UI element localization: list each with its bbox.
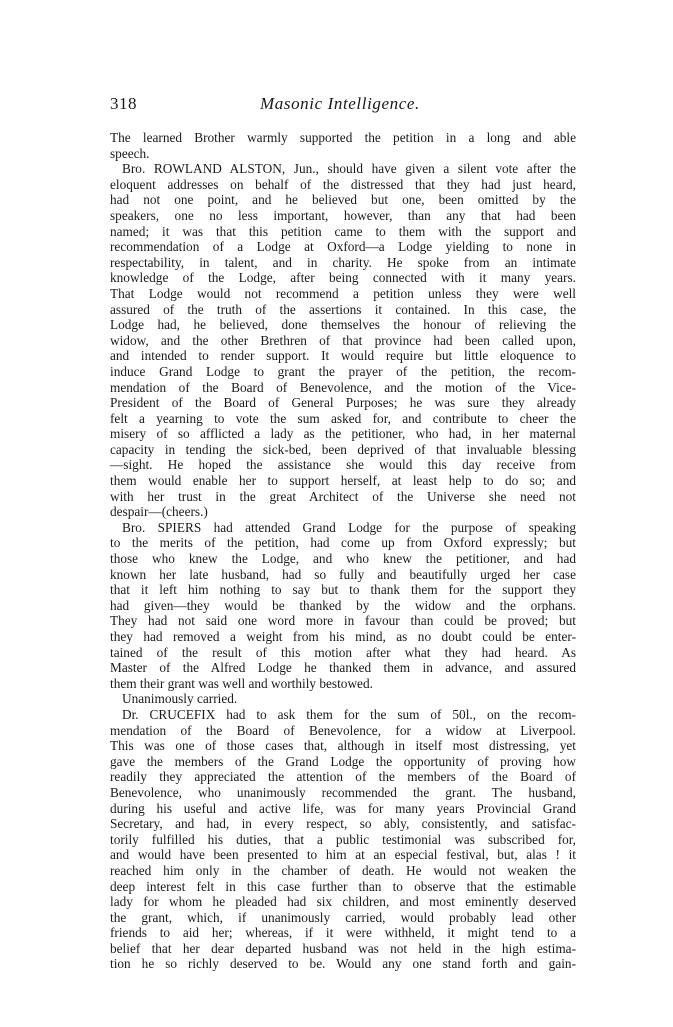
- text-line: Master of the Alfred Lodge he thanked them in advance, and assured: [110, 660, 576, 676]
- text-line: recommendation of a Lodge at Oxford—a Lodge yielding to none in: [110, 239, 576, 255]
- text-line: belief that her dear departed husband was not held in the high estima-: [110, 940, 576, 956]
- text-line: to the merits of the petition, had come up from Oxford expressly; but: [110, 535, 576, 551]
- text-line: Benevolence, who unanimously recommended the grant. The husband,: [110, 784, 576, 800]
- text-line: had given—they would be thanked by the widow and the orphans.: [110, 597, 576, 613]
- text-line: known her late husband, had so fully and beautifully urged her case: [110, 566, 576, 582]
- text-line: That Lodge would not recommend a petition unless they were well: [110, 285, 576, 301]
- text-line: they had removed a weight from his mind, as no doubt could be enter-: [110, 629, 576, 644]
- text-line: those who knew the Lodge, and who knew the petitioner, and had: [110, 551, 576, 567]
- text-line: that it left him nothing to say but to thank them for the support they: [110, 582, 576, 598]
- text-line: This was one of those cases that, although in itself most distressing, yet: [110, 738, 576, 754]
- text-line: tained of the result of this motion after what they had heard. As: [110, 644, 576, 660]
- text-line: Bro. SPIERS had attended Grand Lodge for the purpose of speaking: [122, 519, 576, 535]
- running-title: Masonic Intelligence.: [260, 94, 420, 113]
- text-line: misery of so afflicted a lady as the petitioner, who had, in her maternal: [110, 426, 576, 442]
- text-line: friends to aid her; whereas, if it were withheld, it might tend to a: [110, 925, 576, 941]
- text-line: with her trust in the great Architect of the Universe she need not: [110, 488, 576, 504]
- text-line: They had not said one word more in favour than could be proved; but: [110, 613, 576, 629]
- text-line: tion he so richly deserved to be. Would any one stand forth and gain-: [110, 956, 576, 972]
- text-line: readily they appreciated the attention of the members of the Board of: [110, 769, 576, 785]
- text-line: and would have been presented to him at an especial festival, but, alas ! it: [110, 847, 576, 863]
- text-line: Bro. ROWLAND ALSTON, Jun., should have given a silent vote after the: [122, 161, 576, 177]
- text-line: torily fulfilled his duties, that a public testimonial was subscribed for,: [110, 831, 576, 847]
- text-line: respectability, in talent, and in charity. He spoke from an intimate: [110, 254, 576, 270]
- text-line: assured of the truth of the assertions it contained. In this case, the: [110, 301, 576, 317]
- text-line: them their grant was well and worthily bestowed.: [110, 675, 373, 691]
- text-line: felt a yearning to vote the sum asked for, and contribute to cheer the: [110, 410, 576, 426]
- text-line: mendation of the Board of Benevolence, and the motion of the Vice-: [110, 379, 576, 395]
- text-line: gave the members of the Grand Lodge the opportunity of proving how: [110, 753, 576, 769]
- text-line: during his useful and active life, was for many years Provincial Grand: [110, 800, 576, 816]
- text-line: reached him only in the chamber of death. He would not weaken the: [110, 862, 576, 878]
- text-line: Lodge had, he believed, done themselves the honour of relieving the: [110, 317, 576, 333]
- text-line: lady for whom he pleaded had six children, and most eminently deserved: [110, 894, 576, 910]
- text-line: President of the Board of General Purposes; he was sure they already: [110, 395, 576, 411]
- text-line: speech.: [110, 145, 150, 161]
- text-line: eloquent addresses on behalf of the distressed that they had just heard,: [110, 176, 576, 192]
- text-line: Secretary, and had, in every respect, so ably, consistently, and satisfac-: [110, 816, 576, 832]
- text-line: widow, and the other Brethren of that province had been called upon,: [110, 332, 576, 348]
- text-line: speakers, one no less important, however, than any that had been: [110, 207, 576, 223]
- text-line: deep interest felt in this case further than to observe that the estimable: [110, 878, 576, 894]
- text-line: capacity in tending the sick-bed, been deprived of that invaluable blessing: [110, 441, 576, 457]
- text-line: Dr. CRUCEFIX had to ask them for the sum of 50l., on the recom-: [122, 706, 576, 722]
- text-line: despair—(cheers.): [110, 504, 208, 520]
- text-line: the grant, which, if unanimously carried, would probably lead other: [110, 909, 576, 925]
- text-line: knowledge of the Lodge, after being connected with it many years.: [110, 270, 576, 286]
- text-line: The learned Brother warmly supported the petition in a long and able: [110, 130, 576, 145]
- text-line: and intended to render support. It would require but little eloquence to: [110, 348, 576, 364]
- text-line: Unanimously carried.: [122, 691, 238, 707]
- text-line: —sight. He hoped the assistance she would this day receive from: [110, 457, 576, 473]
- text-line: named; it was that this petition came to them with the support and: [110, 223, 576, 239]
- page-number: 318: [110, 94, 137, 113]
- text-line: had not one point, and he believed but one, been omitted by the: [110, 192, 576, 208]
- text-line: induce Grand Lodge to grant the prayer of the petition, the recom-: [110, 363, 576, 379]
- text-line: mendation of the Board of Benevolence, for a widow at Liverpool.: [110, 722, 576, 738]
- running-head: [110, 94, 576, 120]
- body-text: [110, 130, 576, 972]
- text-line: them would enable her to support herself, at least help to do so; and: [110, 473, 576, 489]
